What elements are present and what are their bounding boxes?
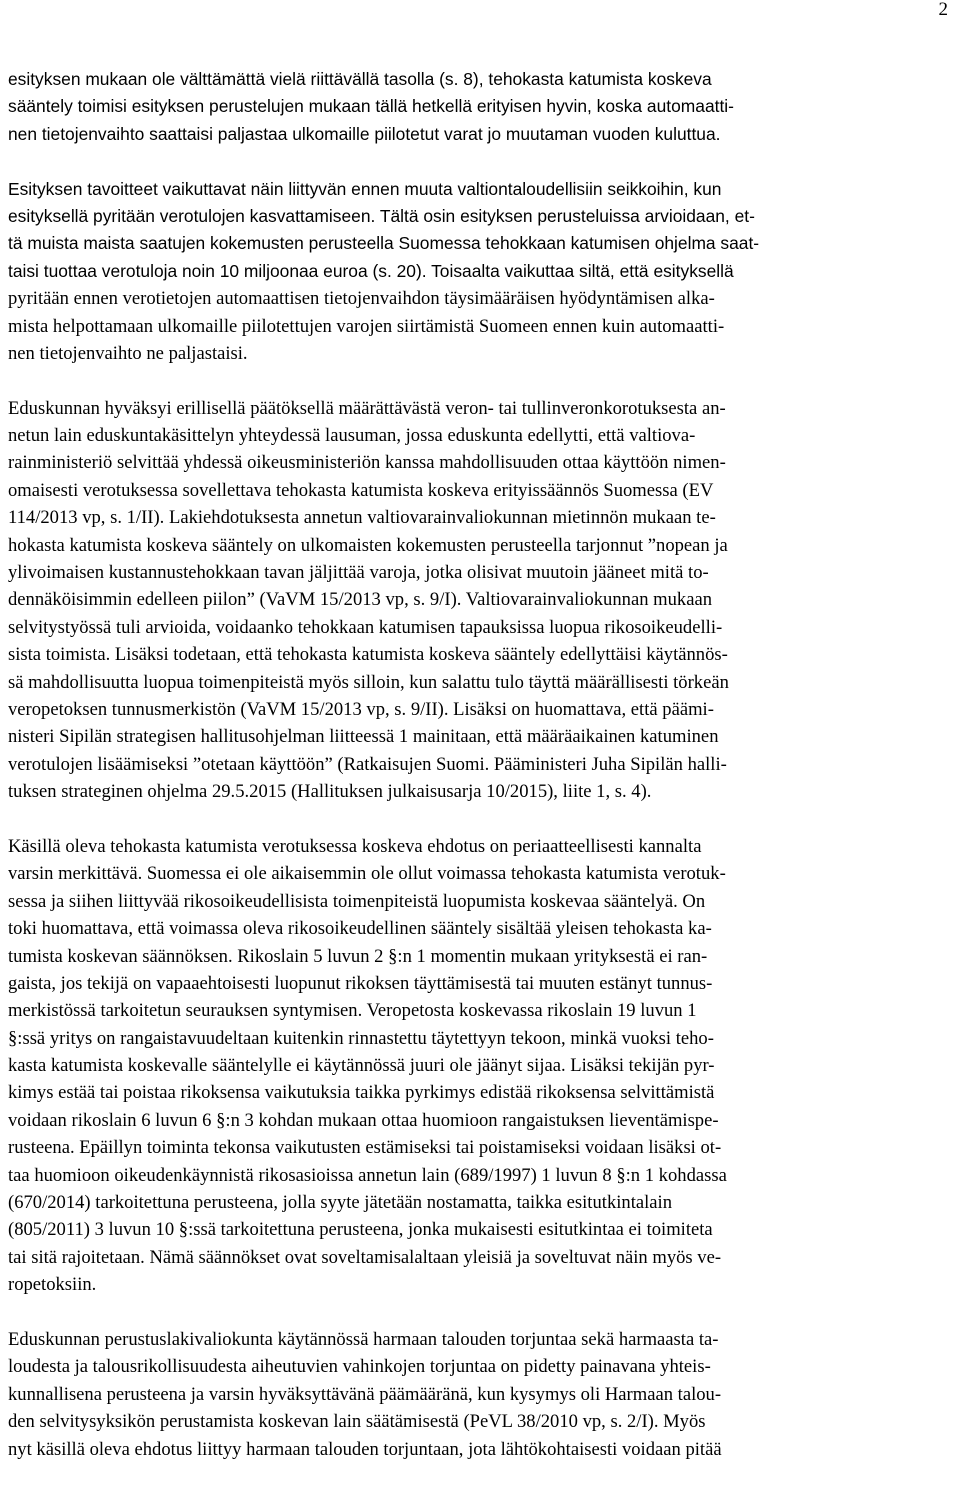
text-line: rainministeriö selvittää yhdessä oikeusministeriön kanssa mahdollisuuden ottaa käyttöön nimen- [8,452,726,474]
text-line: kimys estää tai poistaa rikoksensa vaikutuksia taikka pyrkimys edistää rikoksensa selvittämistä [8,1082,715,1104]
text-line: merkistössä tarkoitetun seurauksen syntymisen. Veropetosta koskevassa rikoslain 19 luvun 1 [8,1000,697,1022]
text-line: sista toimista. Lisäksi todetaan, että tehokasta katumista koskeva sääntely edellyttäisi käytännös- [8,644,728,666]
text-line: selvitystyössä tuli arvioida, voidaanko tehokkaan katumisen tapauksissa luopua rikosoikeudelli- [8,616,723,638]
paragraph [8,176,953,368]
text-line: dennäköisimmin edelleen piilon” (VaVM 15/2013 vp, s. 9/I). Valtiovarainvaliokunnan mukaan [8,589,713,611]
text-line: sessa ja siihen liittyvää rikosoikeudellisista toimenpiteistä luopumista koskevaa sääntelyä. On [8,890,706,912]
text-line: sääntely toimisi esityksen perustelujen mukaan tällä hetkellä erityisen hyvin, koska automaatti- [8,96,734,117]
text-line: varsin merkittävä. Suomessa ei ole aikaisemmin ole ollut voimassa tehokasta katumista verotuk- [8,863,726,885]
paragraph-gap [8,1299,953,1326]
paragraph-gap [8,148,953,175]
text-line: voidaan rikoslain 6 luvun 6 §:n 3 kohdan mukaan ottaa huomioon rangaistuksen lieventämispe- [8,1109,719,1131]
text-line: veropetoksen tunnusmerkistön (VaVM 15/2013 vp, s. 9/II). Lisäksi on huomattava, että päämi- [8,698,714,720]
paragraph [8,833,953,1299]
text-line: tumista koskevan säännöksen. Rikoslain 5 luvun 2 §:n 1 momentin mukaan yrityksestä ei ran- [8,945,708,967]
text-line: tuksen strateginen ohjelma 29.5.2015 (Hallituksen julkaisusarja 10/2015), liite 1, s. 4). [8,781,652,803]
text-line: esityksen mukaan ole välttämättä vielä riittävällä tasolla (s. 8), tehokasta katumista koskeva [8,69,712,89]
document-body [8,66,953,1463]
paragraph-gap [8,367,953,394]
paragraph [8,395,953,806]
text-line: ropetoksiin. [8,1274,97,1296]
text-line: nisteri Sipilän strategisen hallitusohjelman liitteessä 1 mainitaan, että määräaikainen katuminen [8,726,719,748]
text-line: verotulojen lisäämiseksi ”otetaan käyttöön” (Ratkaisujen Suomi. Pääministeri Juha Sipilän halli- [8,753,727,775]
text-line: toki huomattava, että voimassa oleva rikosoikeudellinen sääntely sisältää yleisen tehokasta ka- [8,918,712,940]
text-line: esityksellä pyritään verotulojen kasvattamiseen. Tältä osin esityksen perusteluissa arvioidaan, et- [8,205,755,226]
text-line: ylivoimaisen kustannustehokkaan tavan jäljittää varoja, jotka olisivat muutoin jääneet mitä to- [8,562,709,584]
text-line: netun lain eduskuntakäsittelyn yhteydessä lausuman, jossa eduskunta edellytti, että valtiova- [8,425,696,447]
paragraph [8,66,953,148]
text-line: nen tietojenvaihto ne paljastaisi. [8,342,248,364]
paragraph [8,1326,953,1463]
text-line: omaisesti verotuksessa sovellettava tehokasta katumista koskeva erityissäännös Suomessa (EV [8,479,714,501]
text-line: loudesta ja talousrikollisuudesta aiheutuvien vahinkojen torjuntaa on pidetty painavana yhteis- [8,1356,711,1378]
text-line: rusteena. Epäillyn toiminta tekonsa vaikutusten estämiseksi tai poistamiseksi voidaan lisäksi ot- [8,1137,722,1159]
text-line: taisi tuottaa verotuloja noin 10 miljoonaa euroa (s. 20). Toisaalta vaikuttaa siltä, että esityksellä [8,260,734,281]
text-line: (805/2011) 3 luvun 10 §:ssä tarkoitettuna perusteena, jonka mukaisesti esitutkintaa ei toimiteta [8,1219,713,1241]
text-line: kasta katumista koskevalle sääntelylle ei käytännössä juuri ole jäänyt sijaa. Lisäksi tekijän pyr- [8,1055,715,1077]
text-line: sä mahdollisuutta luopua toimenpiteistä myös silloin, kun salattu tulo täyttä määrällisesti törkeän [8,671,729,693]
text-line: nen tietojenvaihto saattaisi paljastaa ulkomaille piilotetut varat jo muutaman vuoden kuluttua. [8,123,721,144]
text-line: den selvitysyksikön perustamista koskevan lain säätämisestä (PeVL 38/2010 vp, s. 2/I). Myös [8,1411,706,1433]
text-line: (670/2014) tarkoitettuna perusteena, jolla syyte jätetään nostamatta, taikka esitutkintalain [8,1192,673,1214]
text-line: nyt käsillä oleva ehdotus liittyy harmaan talouden torjuntaan, jota lähtökohtaisesti voidaan pitää [8,1438,722,1460]
text-line: pyritään ennen verotietojen automaattisen tietojenvaihdon täysimääräisen hyödyntämisen alka- [8,288,715,310]
text-line: Eduskunnan hyväksyi erillisellä päätöksellä määrättävästä veron- tai tullinveronkorotuksesta an- [8,397,726,419]
text-line: Käsillä oleva tehokasta katumista verotuksessa koskeva ehdotus on periaatteellisesti kannalta [8,835,702,857]
text-line: 114/2013 vp, s. 1/II). Lakiehdotuksesta annetun valtiovarainvaliokunnan mietinnön mukaan te- [8,507,716,529]
text-line: taa huomioon oikeudenkäynnistä rikosasioissa annetun lain (689/1997) 1 luvun 8 §:n 1 kohdassa [8,1164,727,1186]
text-line: Esityksen tavoitteet vaikuttavat näin liittyvän ennen muuta valtiontaloudellisiin seikkoihin, kun [8,178,722,199]
page-number: 2 [938,0,948,20]
text-line: Eduskunnan perustuslakivaliokunta käytännössä harmaan talouden torjuntaa sekä harmaasta ta- [8,1328,719,1350]
text-line: kunnallisena perusteena ja varsin hyväksyttävänä päämääränä, kun kysymys oli Harmaan talou- [8,1383,722,1405]
paragraph-gap [8,806,953,833]
text-line: gaista, jos tekijä on vapaaehtoisesti luopunut rikoksen täyttämisestä tai muuten estänyt tunnus- [8,972,713,994]
text-line: hokasta katumista koskeva sääntely on ulkomaisten kokemusten perusteella tarjonnut ”nopean ja [8,534,728,556]
text-line: tä muista maista saatujen kokemusten perusteella Suomessa tehokkaan katumisen ohjelma saat- [8,233,760,254]
text-line: mista helpottamaan ulkomaille piilotettujen varojen siirtämistä Suomeen ennen kuin automaatti- [8,315,725,337]
text-line: tai sitä rajoitetaan. Nämä säännökset ovat soveltamisalaltaan yleisiä ja soveltuvat näin myös ve- [8,1246,722,1268]
text-line: §:ssä yritys on rangaistavuudeltaan kuitenkin rinnastettu täytettyyn tekoon, minkä vuoksi teho- [8,1027,714,1049]
